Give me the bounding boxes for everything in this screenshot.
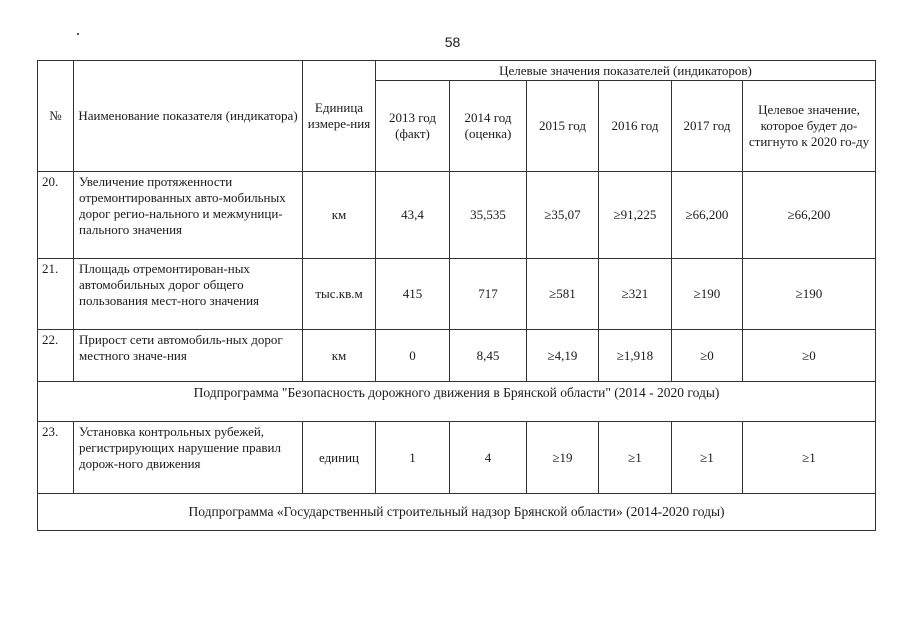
value-2014: 8,45 (450, 330, 527, 382)
header-row-1 (38, 61, 876, 81)
unit-cell: км (303, 172, 376, 259)
indicators-table (37, 60, 876, 531)
row-number: 23. (38, 422, 74, 494)
indicator-name: Установка контрольных рубежей, регистрирующих нарушение правил дорож-ного движения (74, 422, 303, 494)
value-2013: 415 (376, 259, 450, 330)
value-2017: ≥0 (672, 330, 743, 382)
header-num: № (38, 61, 74, 172)
value-2016: ≥91,225 (599, 172, 672, 259)
value-target-2020: ≥1 (743, 422, 876, 494)
value-2013: 1 (376, 422, 450, 494)
value-2014: 35,535 (450, 172, 527, 259)
header-2013: 2013 год (факт) (376, 81, 450, 172)
value-2015: ≥4,19 (527, 330, 599, 382)
table-row (38, 422, 876, 494)
table-row (38, 172, 876, 259)
value-2016: ≥1 (599, 422, 672, 494)
value-2017: ≥190 (672, 259, 743, 330)
indicator-name: Увеличение протяженности отремонтированных авто-мобильных дорог регио-нального и межмуници-пального значения (74, 172, 303, 259)
header-2017: 2017 год (672, 81, 743, 172)
value-2016: ≥321 (599, 259, 672, 330)
unit-cell: км (303, 330, 376, 382)
header-target-2020: Целевое значение, которое будет до-стигнуто к 2020 го-ду (743, 81, 876, 172)
header-target-values: Целевые значения показателей (индикаторов) (376, 61, 876, 81)
section-row (38, 494, 876, 531)
page-number: 58 (444, 34, 461, 50)
table-row (38, 259, 876, 330)
value-2015: ≥581 (527, 259, 599, 330)
header-unit: Единица измере-ния (303, 61, 376, 172)
subprogram-construction-supervision-title: Подпрограмма «Государственный строительный надзор Брянской области» (2014-2020 годы) (38, 494, 876, 531)
header-2015: 2015 год (527, 81, 599, 172)
value-2015: ≥35,07 (527, 172, 599, 259)
indicator-name: Площадь отремонтирован-ных автомобильных дорог общего пользования мест-ного значения (74, 259, 303, 330)
section-row (38, 382, 876, 422)
value-2017: ≥1 (672, 422, 743, 494)
unit-cell: тыс.кв.м (303, 259, 376, 330)
unit-cell: единиц (303, 422, 376, 494)
value-target-2020: ≥66,200 (743, 172, 876, 259)
value-2014: 4 (450, 422, 527, 494)
value-2013: 0 (376, 330, 450, 382)
value-target-2020: ≥0 (743, 330, 876, 382)
value-2017: ≥66,200 (672, 172, 743, 259)
table-row (38, 330, 876, 382)
indicator-name: Прирост сети автомобиль-ных дорог местного значе-ния (74, 330, 303, 382)
value-2013: 43,4 (376, 172, 450, 259)
row-number: 21. (38, 259, 74, 330)
header-2016: 2016 год (599, 81, 672, 172)
value-2016: ≥1,918 (599, 330, 672, 382)
value-target-2020: ≥190 (743, 259, 876, 330)
header-2014: 2014 год (оценка) (450, 81, 527, 172)
subprogram-road-safety-title: Подпрограмма "Безопасность дорожного движения в Брянской области" (2014 - 2020 годы) (38, 382, 876, 422)
header-name: Наименование показателя (индикатора) (74, 61, 303, 172)
row-number: 20. (38, 172, 74, 259)
value-2015: ≥19 (527, 422, 599, 494)
row-number: 22. (38, 330, 74, 382)
value-2014: 717 (450, 259, 527, 330)
